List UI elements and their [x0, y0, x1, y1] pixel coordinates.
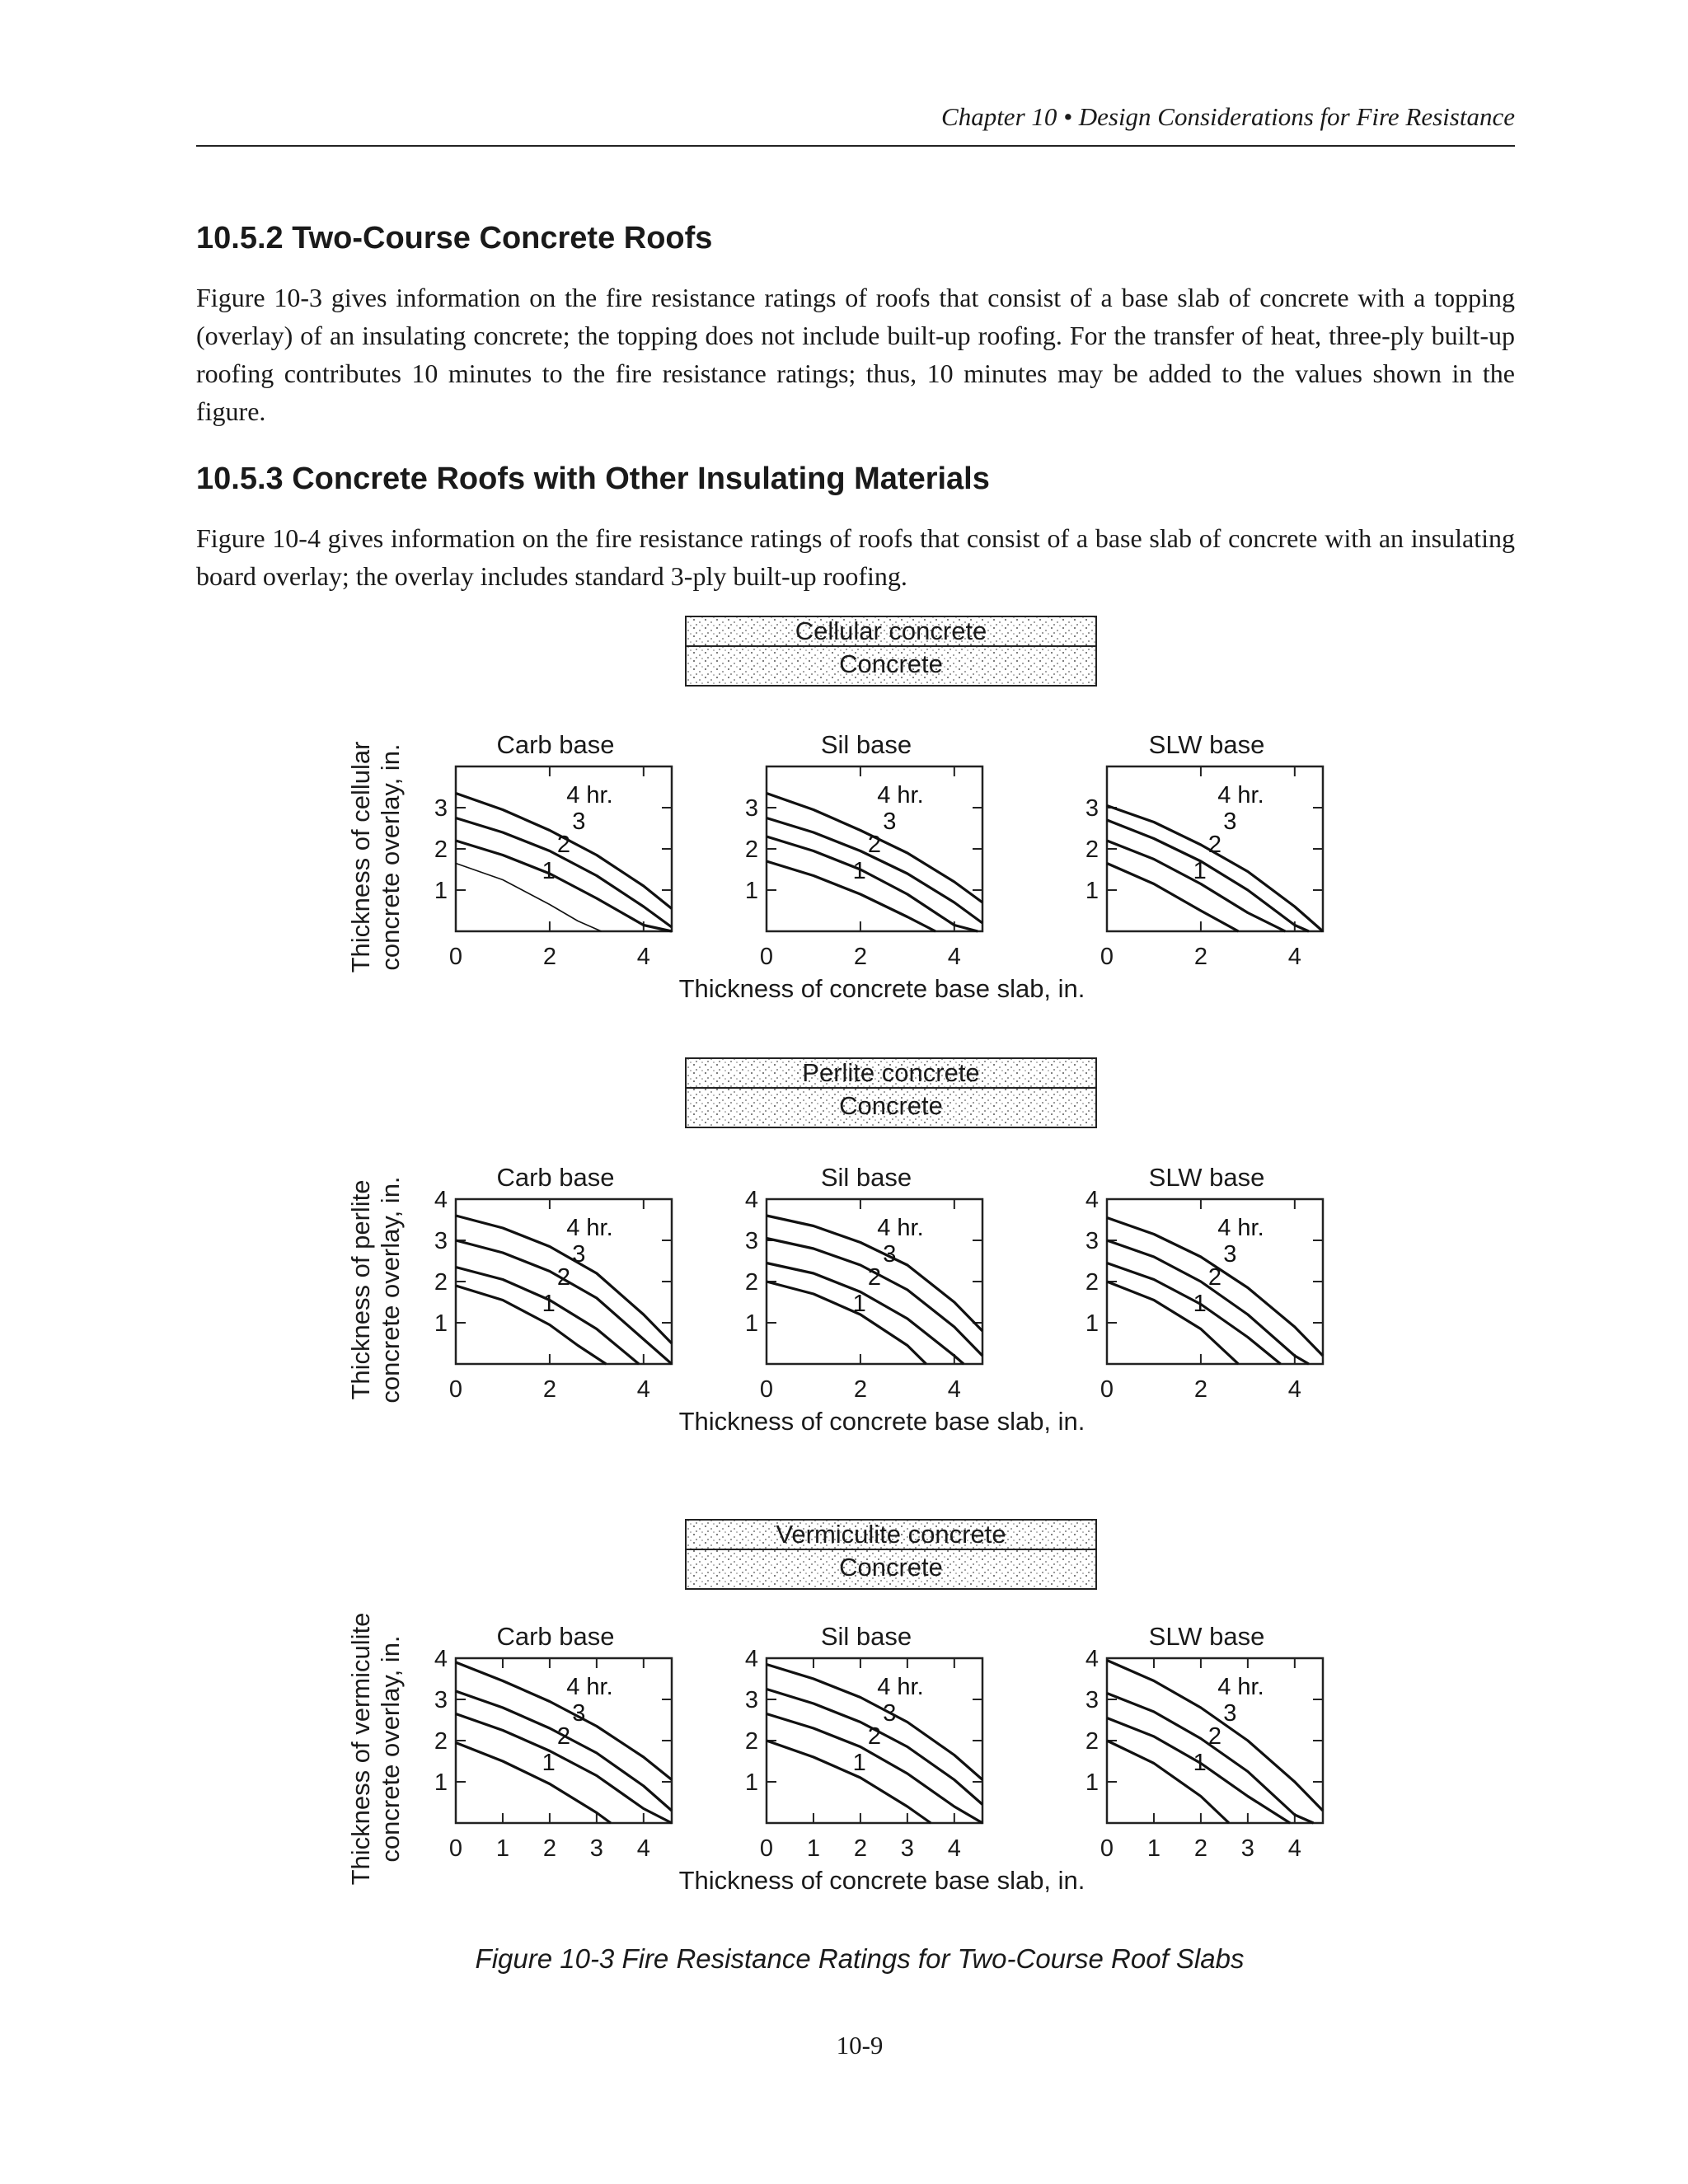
y-tick-label: 1	[434, 1769, 448, 1796]
chart-panel	[434, 1163, 672, 1403]
x-tick-label: 0	[759, 944, 774, 970]
y-tick-label: 4	[744, 1187, 758, 1213]
rating-label: 2	[1207, 1723, 1222, 1750]
rating-label: 1	[542, 1750, 556, 1776]
rating-label: 3	[572, 1700, 586, 1727]
y-axis-label-line: concrete overlay, in.	[376, 1635, 405, 1863]
rating-label: 4 hr.	[566, 1674, 613, 1700]
rating-label: 3	[883, 1700, 897, 1727]
x-tick-label: 2	[1193, 1376, 1207, 1403]
chart-panel	[1085, 1622, 1323, 1862]
chart-panel	[745, 1622, 982, 1862]
y-tick-label: 2	[1085, 1269, 1099, 1296]
y-tick-label: 1	[434, 1310, 448, 1337]
base-material-label: Concrete	[839, 1091, 943, 1120]
y-tick-label: 1	[1085, 1769, 1099, 1796]
y-tick-label: 2	[434, 1269, 448, 1296]
y-axis-label	[346, 1176, 405, 1403]
rating-label: 4 hr.	[566, 1215, 613, 1241]
x-tick-label: 0	[448, 944, 463, 970]
y-tick-label: 2	[744, 1269, 758, 1296]
y-axis-label-line: concrete overlay, in.	[376, 743, 405, 971]
y-tick-label: 3	[744, 795, 758, 822]
y-tick-label: 2	[744, 837, 758, 863]
rating-label: 2	[867, 832, 882, 858]
rating-label: 3	[572, 1241, 586, 1268]
rating-curve-4hr	[767, 1665, 982, 1780]
rating-label: 2	[1207, 832, 1222, 858]
y-tick-label: 4	[1085, 1187, 1099, 1213]
y-tick-label: 3	[1085, 1228, 1099, 1254]
topping-label: Cellular concrete	[795, 616, 987, 645]
chart-panel	[434, 730, 672, 970]
x-tick-label: 3	[900, 1835, 914, 1862]
rating-curve-3hr	[456, 1240, 672, 1364]
y-tick-label: 2	[434, 837, 448, 863]
rating-curve-1hr	[456, 1286, 606, 1364]
chart-panel	[1085, 1163, 1323, 1403]
running-header: Chapter 10 • Design Considerations for Fire Resistance	[941, 102, 1515, 131]
x-axis-label: Thickness of concrete base slab, in.	[678, 974, 1085, 1003]
y-axis-label	[346, 1613, 405, 1886]
rating-label: 1	[852, 1750, 866, 1776]
panel-title: Carb base	[496, 1163, 615, 1192]
y-tick-label: 4	[744, 1646, 758, 1672]
rating-label: 3	[1223, 1700, 1237, 1727]
rating-label: 3	[883, 1241, 897, 1268]
y-tick-label: 2	[744, 1728, 758, 1755]
rating-label: 3	[883, 808, 897, 835]
rating-label: 1	[852, 1291, 866, 1317]
rating-curve-1hr	[1107, 1741, 1229, 1823]
x-tick-label: 2	[542, 1835, 556, 1862]
x-tick-label: 4	[636, 1376, 650, 1403]
y-axis-label	[346, 742, 405, 973]
panel-title: Sil base	[820, 1163, 912, 1192]
x-tick-label: 4	[636, 944, 650, 970]
x-tick-label: 4	[1287, 1835, 1301, 1862]
section-body-10-5-2: Figure 10-3 gives information on the fire resistance ratings of roofs that consist of a base slab of concrete with a topping (overlay) of an insulating concrete; the topping does not include built-up roofing. For the transfer of heat, three-ply built-up roofing contributes 10 minutes to the fire resistance ratings; thus, 10 minutes may be added to the values shown in the figure.	[196, 283, 1515, 426]
rating-curve-1hr	[456, 1743, 611, 1824]
figure-10-3	[0, 577, 1688, 1937]
y-tick-label: 2	[434, 1728, 448, 1755]
y-axis-label-line: Thickness of cellular	[346, 741, 375, 973]
y-tick-label: 3	[744, 1228, 758, 1254]
x-tick-label: 2	[853, 1835, 867, 1862]
x-tick-label: 2	[542, 1376, 556, 1403]
x-tick-label: 3	[1240, 1835, 1254, 1862]
rating-curve-1hr	[767, 1282, 926, 1364]
y-tick-label: 2	[1085, 837, 1099, 863]
x-axis-label: Thickness of concrete base slab, in.	[678, 1407, 1085, 1436]
x-axis-label: Thickness of concrete base slab, in.	[678, 1866, 1085, 1895]
x-tick-label: 2	[542, 944, 556, 970]
rating-label: 2	[556, 1264, 571, 1291]
y-tick-label: 4	[434, 1187, 448, 1213]
rating-label: 4 hr.	[1217, 1215, 1264, 1241]
x-tick-label: 0	[759, 1376, 774, 1403]
x-tick-label: 2	[853, 944, 867, 970]
y-tick-label: 3	[1085, 795, 1099, 822]
y-tick-label: 3	[744, 1687, 758, 1713]
y-tick-label: 1	[1085, 1310, 1099, 1337]
x-tick-label: 4	[947, 1835, 961, 1862]
page-number: 10-9	[836, 2031, 884, 2060]
topping-label: Vermiculite concrete	[776, 1520, 1006, 1549]
y-tick-label: 3	[434, 1228, 448, 1254]
x-tick-label: 4	[947, 944, 961, 970]
y-tick-label: 1	[744, 1310, 758, 1337]
rating-label: 1	[1193, 1291, 1207, 1317]
rating-curve-1hr	[767, 1741, 931, 1823]
base-material-label: Concrete	[839, 649, 943, 678]
x-tick-label: 4	[1287, 1376, 1301, 1403]
rating-label: 1	[542, 1291, 556, 1317]
x-tick-label: 0	[1100, 944, 1114, 970]
chart-panel	[745, 730, 982, 970]
rating-curve-2hr	[1107, 841, 1285, 931]
panel-title: Carb base	[496, 1622, 615, 1651]
y-tick-label: 4	[434, 1646, 448, 1672]
x-tick-label: 4	[636, 1835, 650, 1862]
rating-label: 1	[1193, 858, 1207, 884]
header-rule	[196, 145, 1515, 147]
x-tick-label: 3	[589, 1835, 603, 1862]
rating-label: 4 hr.	[877, 1674, 924, 1700]
section-heading-10-5-3: 10.5.3 Concrete Roofs with Other Insulating Materials	[196, 462, 990, 496]
panel-title: Sil base	[820, 730, 912, 759]
panel-title: Carb base	[496, 730, 615, 759]
x-tick-label: 2	[1193, 944, 1207, 970]
rating-label: 2	[1207, 1264, 1222, 1291]
chart-panel	[745, 1163, 982, 1403]
section-body-10-5-3: Figure 10-4 gives information on the fire resistance ratings of roofs that consist of a base slab of concrete with an insulating board overlay; the overlay includes standard 3-ply built-up roofing.	[196, 523, 1515, 591]
y-tick-label: 2	[1085, 1728, 1099, 1755]
x-tick-label: 1	[806, 1835, 821, 1862]
rating-label: 3	[1223, 1241, 1237, 1268]
rating-label: 4 hr.	[877, 1215, 924, 1241]
rating-label: 3	[1223, 808, 1237, 835]
rating-label: 4 hr.	[1217, 782, 1264, 808]
rating-label: 4 hr.	[566, 782, 613, 808]
base-material-label: Concrete	[839, 1553, 943, 1582]
rating-curve-3hr	[1107, 1240, 1309, 1364]
x-tick-label: 0	[448, 1835, 463, 1862]
x-tick-label: 0	[759, 1835, 774, 1862]
y-tick-label: 3	[434, 795, 448, 822]
x-tick-label: 2	[1193, 1835, 1207, 1862]
x-tick-label: 2	[853, 1376, 867, 1403]
rating-label: 2	[556, 1723, 571, 1750]
y-tick-label: 1	[744, 1769, 758, 1796]
x-tick-label: 0	[1100, 1835, 1114, 1862]
section-heading-10-5-2: 10.5.2 Two-Course Concrete Roofs	[196, 221, 713, 255]
figure-caption: Figure 10-3 Fire Resistance Ratings for Two-Course Roof Slabs	[475, 1943, 1245, 1974]
panel-title: SLW base	[1148, 730, 1265, 759]
panel-title: Sil base	[820, 1622, 912, 1651]
rating-curve-4hr	[456, 1662, 672, 1780]
y-tick-label: 3	[434, 1687, 448, 1713]
topping-label: Perlite concrete	[802, 1058, 980, 1087]
x-tick-label: 0	[448, 1376, 463, 1403]
panel-title: SLW base	[1148, 1622, 1265, 1651]
rating-label: 1	[1193, 1750, 1207, 1776]
rating-label: 1	[852, 858, 866, 884]
y-tick-label: 1	[1085, 878, 1099, 904]
rating-label: 2	[867, 1264, 882, 1291]
y-axis-label-line: Thickness of vermiculite	[346, 1612, 375, 1886]
rating-curve-1hr	[456, 864, 602, 932]
chart-panel	[1085, 730, 1323, 970]
x-tick-label: 1	[1146, 1835, 1161, 1862]
panel-title: SLW base	[1148, 1163, 1265, 1192]
y-tick-label: 1	[434, 878, 448, 904]
rating-curve-3hr	[767, 1239, 982, 1357]
rating-label: 4 hr.	[877, 782, 924, 808]
rating-label: 2	[867, 1723, 882, 1750]
y-tick-label: 3	[1085, 1687, 1099, 1713]
y-tick-label: 1	[744, 878, 758, 904]
y-axis-label-line: concrete overlay, in.	[376, 1176, 405, 1404]
x-tick-label: 0	[1100, 1376, 1114, 1403]
rating-label: 2	[556, 832, 571, 858]
x-tick-label: 4	[947, 1376, 961, 1403]
x-tick-label: 4	[1287, 944, 1301, 970]
chart-panel	[434, 1622, 672, 1862]
y-axis-label-line: Thickness of perlite	[346, 1179, 375, 1400]
y-tick-label: 4	[1085, 1646, 1099, 1672]
rating-label: 3	[572, 808, 586, 835]
rating-label: 1	[542, 858, 556, 884]
rating-label: 4 hr.	[1217, 1674, 1264, 1700]
x-tick-label: 1	[495, 1835, 510, 1862]
